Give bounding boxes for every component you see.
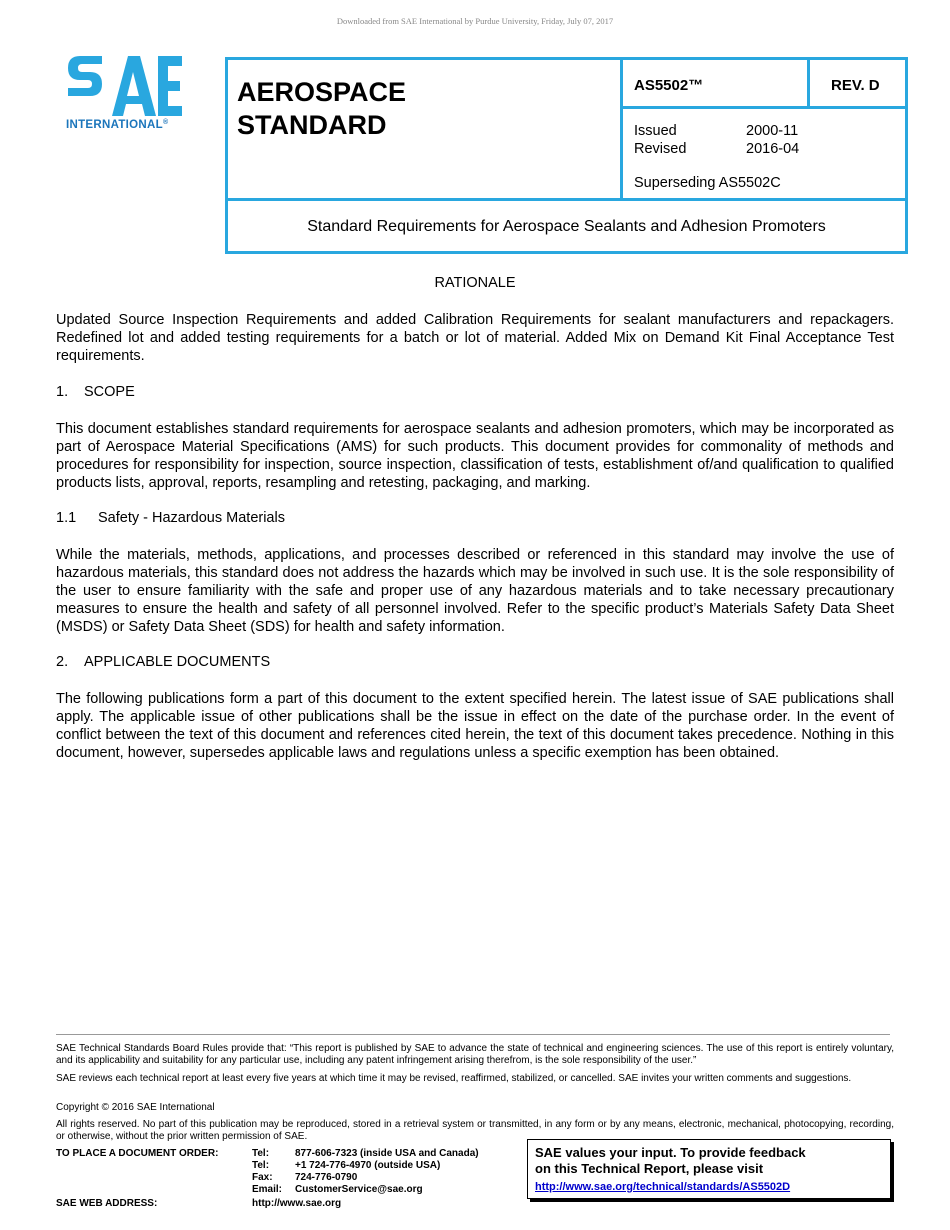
phone-domestic[interactable]: 877-606-7323 (inside USA and Canada) [295,1148,479,1159]
document-number: AS5502™ [634,77,704,94]
feedback-text-line1: SAE values your input. To provide feedback [535,1145,806,1160]
issued-label: Issued [634,123,677,139]
header-divider [620,57,623,200]
section-heading-safety: 1.1 Safety - Hazardous Materials [56,510,285,526]
logo-subtitle: INTERNATIONAL® [66,119,169,131]
issued-value: 2000-11 [746,123,799,139]
web-link[interactable]: http://www.sae.org [252,1198,342,1209]
contact-info: Tel: 877-606-7323 (inside USA and Canada) Tel: +1 724-776-4970 (outside USA) Fax: 724-776-0790 Email: CustomerService@sae.org [252,1148,479,1195]
header-divider [620,106,908,109]
section-heading-scope: 1. SCOPE [56,384,135,400]
feedback-text-line2: on this Technical Report, please visit [535,1161,764,1176]
scope-text: This document establishes standard requirements for aerospace sealants and adhesion promoters, which may be incorporated as part of Aerospace Material Specifications (AMS) for such products. This document provides for commonality of methods and procedures for responsibility for inspection, source inspection, classification of tests, establishment of/and qualification to qualified products lists, approval, reports, resampling and retesting, packaging, and marking. [56,421,894,491]
feedback-link[interactable]: http://www.sae.org/technical/standards/AS5502D [535,1181,791,1193]
superseding-note: Superseding AS5502C [634,175,781,191]
document-title: Standard Requirements for Aerospace Sealants and Adhesion Promoters [307,218,826,235]
document-type-line1: AEROSPACE [237,77,407,107]
header-divider [225,198,908,201]
download-note: Downloaded from SAE International by Purdue University, Friday, July 07, 2017 [336,16,614,26]
document-type-line2: STANDARD [237,110,387,140]
header-divider [807,57,810,108]
issue-dates [634,122,799,158]
revision-label: REV. D [831,77,880,94]
copyright: Copyright © 2016 SAE International [56,1102,215,1113]
document-type [237,76,406,142]
rationale-text: Updated Source Inspection Requirements and added Calibration Requirements for sealant manufacturers and repackagers. Redefined lot and added testing requirements for a batch or lot of material. Added Mix on Demand Kit Final Acceptance Test requirements. [56,312,894,364]
rationale-heading: RATIONALE [434,275,516,291]
review-note: SAE reviews each technical report at least every five years at which time it may be revised, reaffirmed, stabilized, or cancelled. SAE invites your written comments and suggestions. [56,1073,852,1084]
revised-label: Revised [634,141,687,157]
web-label: SAE WEB ADDRESS: [56,1198,158,1209]
applicable-text: The following publications form a part of this document to the extent specified herein. The latest issue of SAE publications shall apply. The applicable issue of other publications shall be the issue in effect on the date of the purchase order. In the event of conflict between the text of this document and references cited herein, the text of this document takes precedence. Nothing in this document, however, supersedes applicable laws and regulations unless a specific exemption has been obtained. [56,691,894,761]
feedback-box [527,1139,891,1199]
board-rules: SAE Technical Standards Board Rules provide that: “This report is published by SAE to advance the state of technical and engineering sciences. The use of this report is entirely voluntary, and its applicability and suitability for any particular use, including any patent infringement arising therefrom, is the sole responsibility of the user.” [56,1043,894,1066]
section-heading-applicable: 2. APPLICABLE DOCUMENTS [56,654,271,670]
safety-text: While the materials, methods, applications, and processes described or referenced in this standard may involve the use of hazardous materials, this standard does not address the hazards which may be involved in such use. It is the sole responsibility of the user to ensure familiarity with the safe and proper use of any hazardous materials and to take necessary precautionary measures to ensure the health and safety of all personnel involved. Refer to the specific product’s Materials Safety Data Sheet (MSDS) or Safety Data Sheet (SDS) for health and safety information. [56,547,894,635]
revised-value: 2016-04 [746,141,800,157]
fax-number: 724-776-0790 [295,1172,358,1183]
rights-note: All rights reserved. No part of this publication may be reproduced, stored in a retrieval system or transmitted, in any form or by any means, electronic, mechanical, photocopying, recording, or otherwise, without the prior written permission of SAE. [56,1119,894,1142]
email-link[interactable]: CustomerService@sae.org [295,1184,423,1195]
footer-rule [56,1034,890,1035]
phone-international[interactable]: +1 724-776-4970 (outside USA) [295,1160,441,1171]
order-label: TO PLACE A DOCUMENT ORDER: [56,1148,219,1159]
